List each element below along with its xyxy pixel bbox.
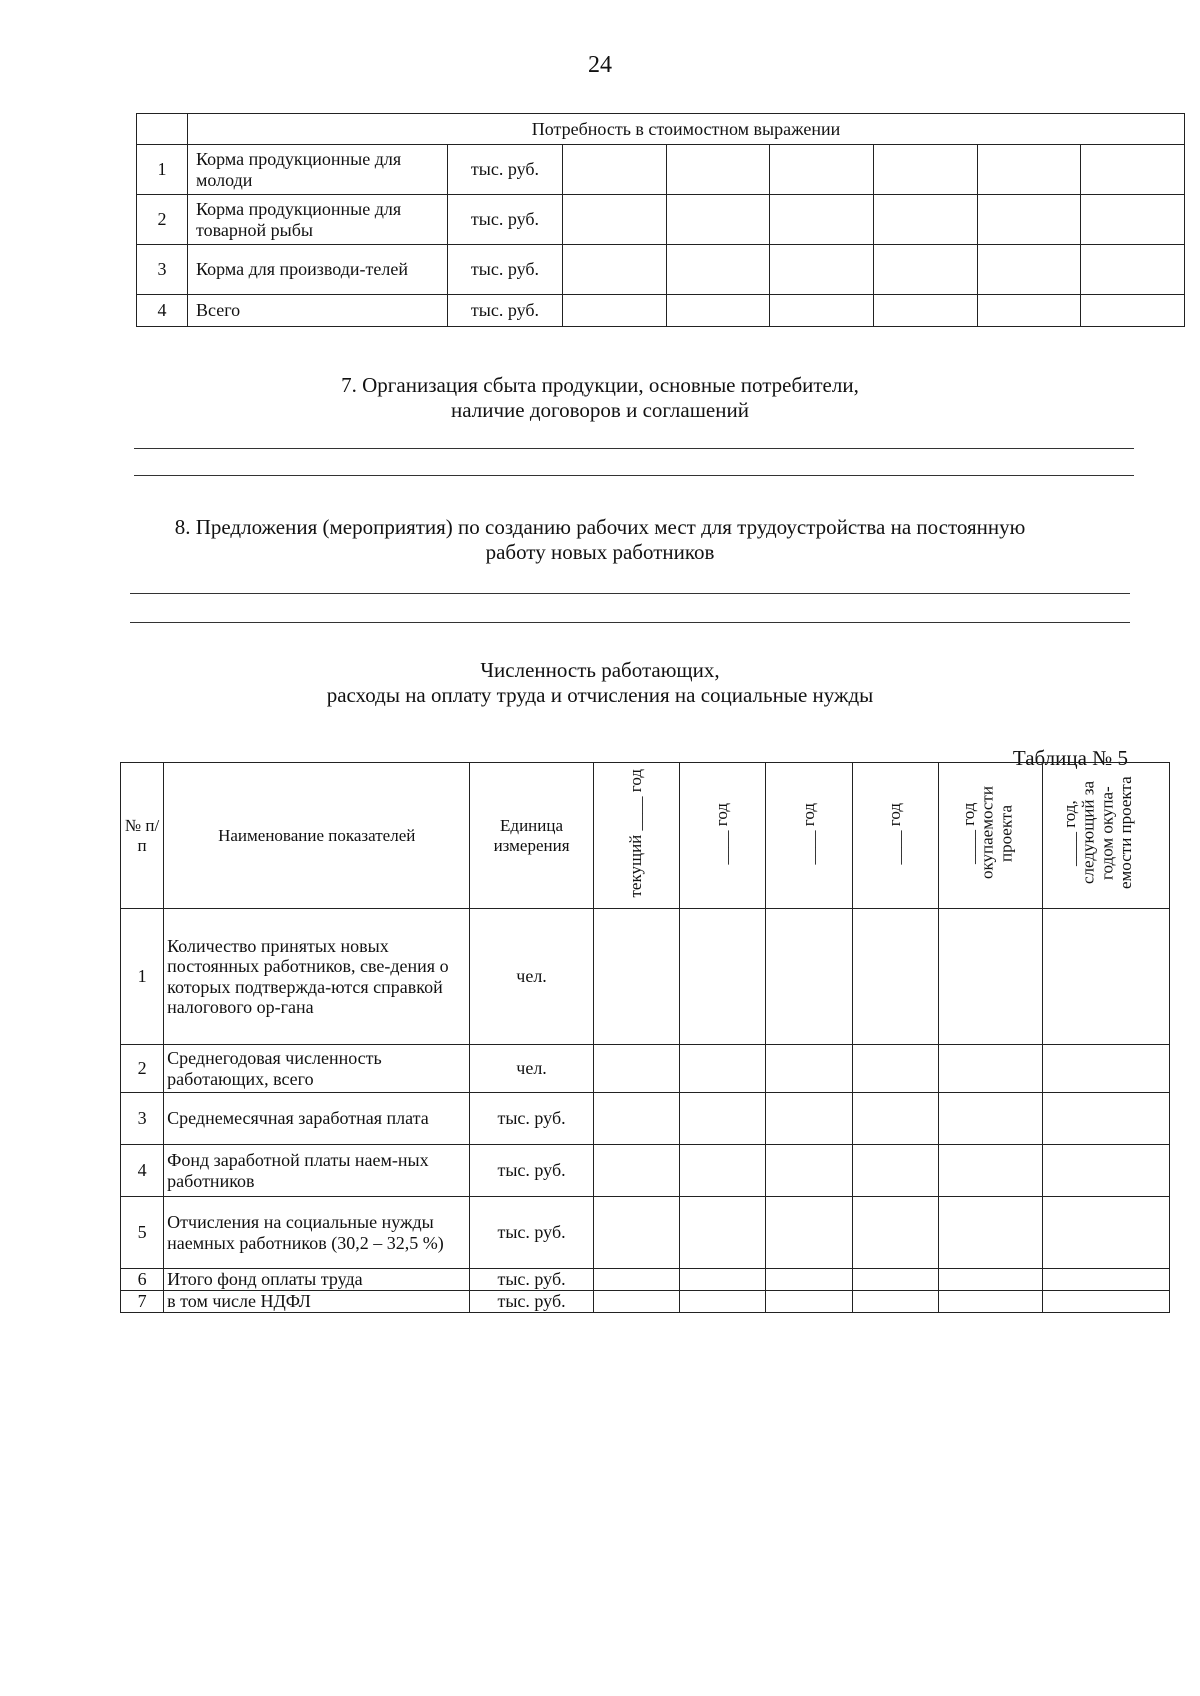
table-cell	[766, 909, 852, 1045]
table-cell	[770, 245, 874, 295]
table-cell	[977, 295, 1081, 327]
header-num: № п/п	[121, 763, 164, 909]
table-cell	[563, 195, 667, 245]
table-cell	[1043, 1269, 1170, 1291]
table-cell	[680, 1291, 766, 1313]
header-year-3	[766, 763, 852, 909]
row-number: 1	[121, 909, 164, 1045]
row-name: Корма для производи-телей	[188, 245, 448, 295]
row-unit: тыс. руб.	[448, 295, 563, 327]
header-year-current-label: текущий ____ год	[626, 769, 646, 898]
table-cell	[680, 1145, 766, 1197]
table-cell	[1081, 195, 1185, 245]
row-name: Корма продукционные для молоди	[188, 145, 448, 195]
header-year-4	[852, 763, 938, 909]
table-cell	[680, 1269, 766, 1291]
table-cell	[593, 1269, 679, 1291]
row-name: Итого фонд оплаты труда	[164, 1269, 470, 1291]
table-cell	[766, 1045, 852, 1093]
row-unit: тыс. руб.	[470, 1197, 593, 1269]
table-cell	[1043, 1045, 1170, 1093]
table-cell	[563, 145, 667, 195]
section-8-line2: работу новых работников	[485, 540, 715, 565]
table-cell	[593, 1145, 679, 1197]
table-2-title-line2: расходы на оплату труда и отчисления на социальные нужды	[326, 683, 874, 708]
table-cell	[873, 195, 977, 245]
table-cell	[977, 245, 1081, 295]
table-header-row	[121, 763, 1170, 909]
table-cell	[939, 1045, 1043, 1093]
header-year-2	[680, 763, 766, 909]
table-cell	[680, 909, 766, 1045]
table-cell	[137, 114, 188, 145]
table-cell	[852, 1045, 938, 1093]
row-unit: тыс. руб.	[448, 145, 563, 195]
fill-line	[130, 622, 1130, 623]
table-row	[121, 1093, 1170, 1145]
table-row	[137, 295, 1185, 327]
table-cell	[852, 1291, 938, 1313]
table-cell	[939, 1291, 1043, 1313]
table-row	[137, 245, 1185, 295]
row-name: Среднемесячная заработная плата	[164, 1093, 470, 1145]
row-name: Среднегодовая численность работающих, всего	[164, 1045, 470, 1093]
table-cell	[770, 295, 874, 327]
table-caption: Таблица № 5	[1012, 746, 1128, 770]
table-header-row	[137, 114, 1185, 145]
table-cell	[666, 195, 770, 245]
fill-line	[134, 448, 1134, 449]
table-cell	[1043, 1291, 1170, 1313]
header-year-after-payback-label: ____ год, следующий за годом окупа-емости проекта	[1060, 777, 1136, 890]
table-cell	[852, 909, 938, 1045]
table-cell	[1081, 245, 1185, 295]
section-8-line1: 8. Предложения (мероприятия) по созданию рабочих мест для трудоустройства на постоянную	[174, 515, 1026, 539]
row-unit: чел.	[470, 909, 593, 1045]
table-cell	[563, 245, 667, 295]
table-cell	[770, 145, 874, 195]
table-cell	[593, 1197, 679, 1269]
table-row	[121, 909, 1170, 1045]
table-cell	[939, 1145, 1043, 1197]
row-number: 6	[121, 1269, 164, 1291]
table-cell	[1043, 909, 1170, 1045]
table-row	[121, 1045, 1170, 1093]
table-cell	[593, 1045, 679, 1093]
section-8-heading	[0, 515, 1200, 565]
table-row	[121, 1145, 1170, 1197]
table-cell	[852, 1093, 938, 1145]
row-number: 3	[137, 245, 188, 295]
row-unit: тыс. руб.	[448, 195, 563, 245]
table-cell	[680, 1197, 766, 1269]
row-name: в том числе НДФЛ	[164, 1291, 470, 1313]
row-name: Количество принятых новых постоянных работников, све-дения о которых подтвержда-ются справкой налогового ор-гана	[164, 909, 470, 1045]
row-unit: тыс. руб.	[470, 1145, 593, 1197]
fill-line	[130, 593, 1130, 594]
staff-table	[120, 762, 1170, 1313]
table-cell	[852, 1269, 938, 1291]
header-year-after-payback	[1043, 763, 1170, 909]
table-row	[121, 1269, 1170, 1291]
table-cell	[563, 295, 667, 327]
table-cell	[766, 1197, 852, 1269]
header-year-2-label: ____ год	[712, 802, 732, 865]
row-unit: тыс. руб.	[470, 1269, 593, 1291]
table-cell	[873, 245, 977, 295]
table-row	[121, 1197, 1170, 1269]
row-name: Всего	[188, 295, 448, 327]
header-year-current	[593, 763, 679, 909]
table-cell	[852, 1145, 938, 1197]
table-cell	[770, 195, 874, 245]
table-2-title	[0, 658, 1200, 708]
table-2-title-line1: Численность работающих,	[480, 658, 720, 682]
header-year-3-label: ____ год	[798, 802, 818, 865]
table-cell	[977, 195, 1081, 245]
row-number: 2	[121, 1045, 164, 1093]
table-cell	[1043, 1145, 1170, 1197]
row-number: 5	[121, 1197, 164, 1269]
table-cell	[939, 1197, 1043, 1269]
row-unit: чел.	[470, 1045, 593, 1093]
table-cell	[680, 1093, 766, 1145]
fill-line	[134, 475, 1134, 476]
section-7-line2: наличие договоров и соглашений	[451, 398, 749, 423]
table-cell	[666, 245, 770, 295]
table-cell	[873, 295, 977, 327]
table-cell	[977, 145, 1081, 195]
table-row	[137, 145, 1185, 195]
table-cell	[666, 295, 770, 327]
feed-cost-table	[136, 113, 1185, 327]
table-cell	[939, 909, 1043, 1045]
section-7-heading	[0, 373, 1200, 423]
table-row	[137, 195, 1185, 245]
row-name: Корма продукционные для товарной рыбы	[188, 195, 448, 245]
header-name: Наименование показателей	[164, 763, 470, 909]
row-unit: тыс. руб.	[448, 245, 563, 295]
table-cell	[873, 145, 977, 195]
row-name: Фонд заработной платы наем-ных работников	[164, 1145, 470, 1197]
header-unit: Единица измерения	[470, 763, 593, 909]
table-cell	[666, 145, 770, 195]
row-number: 2	[137, 195, 188, 245]
row-name: Отчисления на социальные нужды наемных работников (30,2 – 32,5 %)	[164, 1197, 470, 1269]
table-cell	[593, 909, 679, 1045]
header-year-payback	[939, 763, 1043, 909]
row-number: 7	[121, 1291, 164, 1313]
table-cell	[1081, 295, 1185, 327]
table-cell	[1043, 1093, 1170, 1145]
header-year-4-label: ____ год	[885, 802, 905, 865]
table-cell	[593, 1093, 679, 1145]
header-year-payback-label: ____ год окупаемости проекта	[958, 787, 1016, 880]
table-cell	[766, 1291, 852, 1313]
table-cell	[852, 1197, 938, 1269]
row-number: 1	[137, 145, 188, 195]
row-unit: тыс. руб.	[470, 1291, 593, 1313]
table-cell	[766, 1269, 852, 1291]
row-unit: тыс. руб.	[470, 1093, 593, 1145]
table-cell	[939, 1269, 1043, 1291]
row-number: 4	[137, 295, 188, 327]
table-cell	[766, 1145, 852, 1197]
row-number: 3	[121, 1093, 164, 1145]
table-cell	[1043, 1197, 1170, 1269]
table-cell	[593, 1291, 679, 1313]
table-cell	[680, 1045, 766, 1093]
row-number: 4	[121, 1145, 164, 1197]
section-7-line1: 7. Организация сбыта продукции, основные потребители,	[341, 373, 859, 397]
table-cell	[939, 1093, 1043, 1145]
table-cell	[1081, 145, 1185, 195]
page-number: 24	[588, 52, 612, 78]
table-header: Потребность в стоимостном выражении	[188, 114, 1185, 145]
table-row	[121, 1291, 1170, 1313]
table-cell	[766, 1093, 852, 1145]
